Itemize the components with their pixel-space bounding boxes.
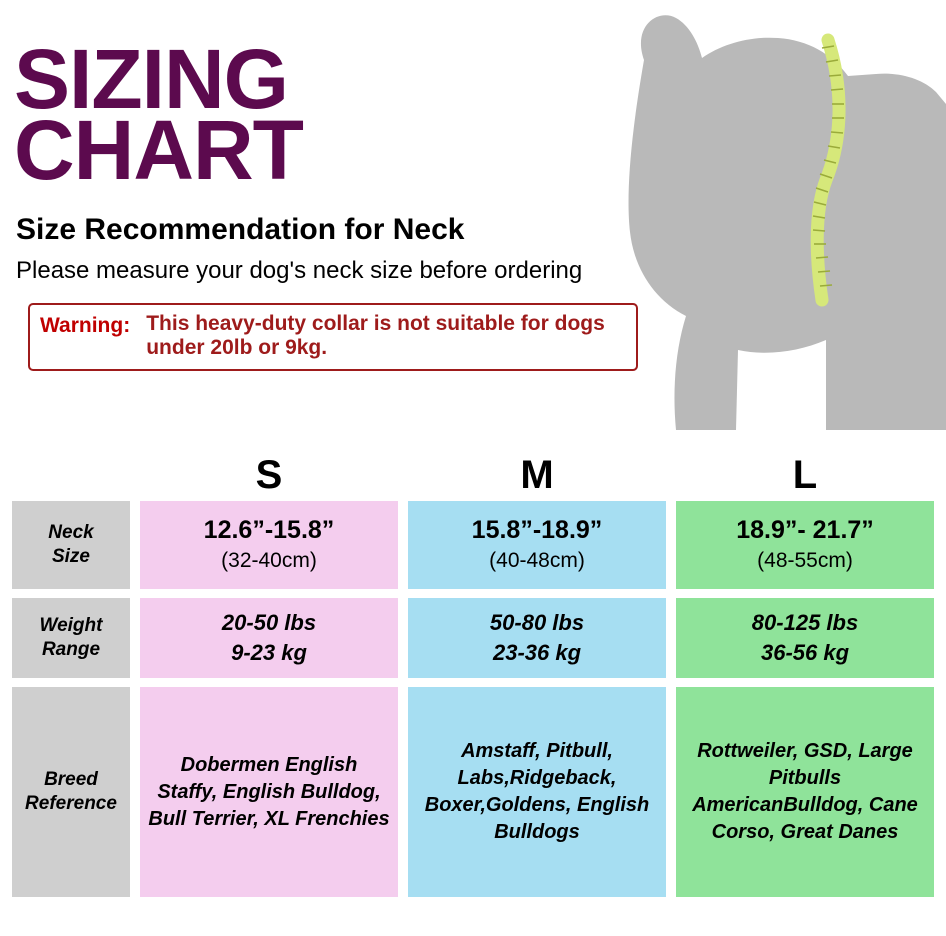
size-letter-l: L xyxy=(792,453,818,497)
row-label-weight-range xyxy=(12,598,130,678)
weight-range-l-kg: 36-56 kg xyxy=(760,640,850,665)
weight-range-l-lbs: 80-125 lbs xyxy=(751,610,859,636)
neck-size-l-cm: (48-55cm) xyxy=(757,548,853,572)
subtitle: Size Recommendation for Neck xyxy=(16,213,465,247)
row-label-breed-line1: Breed xyxy=(44,769,98,791)
warning-label: Warning: xyxy=(40,314,131,338)
neck-size-l xyxy=(676,501,934,589)
breed-reference-s xyxy=(140,687,398,897)
neck-size-s-cm: (32-40cm) xyxy=(221,548,317,572)
table-row-neck-size xyxy=(12,501,934,589)
breed-reference-m xyxy=(408,687,666,897)
row-label-neck-line1: Neck xyxy=(48,522,94,544)
weight-range-m-kg: 23-36 kg xyxy=(492,640,582,665)
weight-range-m-lbs: 50-80 lbs xyxy=(489,610,585,636)
measuring-tape-icon xyxy=(526,0,946,430)
neck-size-l-inches: 18.9”- 21.7” xyxy=(736,516,874,545)
neck-size-s xyxy=(140,501,398,589)
row-label-neck-line2: Size xyxy=(51,546,90,567)
header-section xyxy=(0,0,946,430)
breed-reference-s-text: Dobermen English Staffy, English Bulldog, Bull Terrier, XL Frenchies xyxy=(148,753,390,830)
row-label-neck-size xyxy=(12,501,130,589)
row-label-weight-line2: Range xyxy=(41,639,101,660)
title-line-2: CHART xyxy=(14,102,303,197)
neck-size-m-cm: (40-48cm) xyxy=(489,548,585,572)
instruction-text: Please measure your dog's neck size before ordering xyxy=(16,257,583,285)
weight-range-s-kg: 9-23 kg xyxy=(231,640,307,665)
weight-range-s-lbs: 20-50 lbs xyxy=(221,610,317,636)
breed-reference-m-text: Amstaff, Pitbull, Labs,Ridgeback, Boxer,Goldens, English Bulldogs xyxy=(424,740,650,843)
breed-reference-l-text: Rottweiler, GSD, Large Pitbulls AmericanBulldog, Cane Corso, Great Danes xyxy=(692,740,918,843)
letters-spacer xyxy=(12,455,130,495)
weight-range-m xyxy=(408,598,666,678)
row-label-breed-line2: Reference xyxy=(25,793,117,814)
row-label-breed-reference xyxy=(12,687,130,897)
row-label-weight-line1: Weight xyxy=(39,615,103,637)
size-letters-row xyxy=(12,455,934,495)
warning-text: This heavy-duty collar is not suitable for dogs under 20lb or 9kg. xyxy=(146,312,605,360)
size-letter-s: S xyxy=(255,453,283,497)
weight-range-s xyxy=(140,598,398,678)
title-line-1: SIZING xyxy=(14,32,289,126)
neck-size-m-inches: 15.8”-18.9” xyxy=(471,516,603,545)
table-row-weight-range xyxy=(12,598,934,678)
neck-size-s-inches: 12.6”-15.8” xyxy=(203,516,335,545)
size-letter-m: M xyxy=(520,453,554,497)
sizing-table xyxy=(12,455,934,906)
neck-size-m xyxy=(408,501,666,589)
breed-reference-l xyxy=(676,687,934,897)
weight-range-l xyxy=(676,598,934,678)
table-row-breed-reference xyxy=(12,687,934,897)
